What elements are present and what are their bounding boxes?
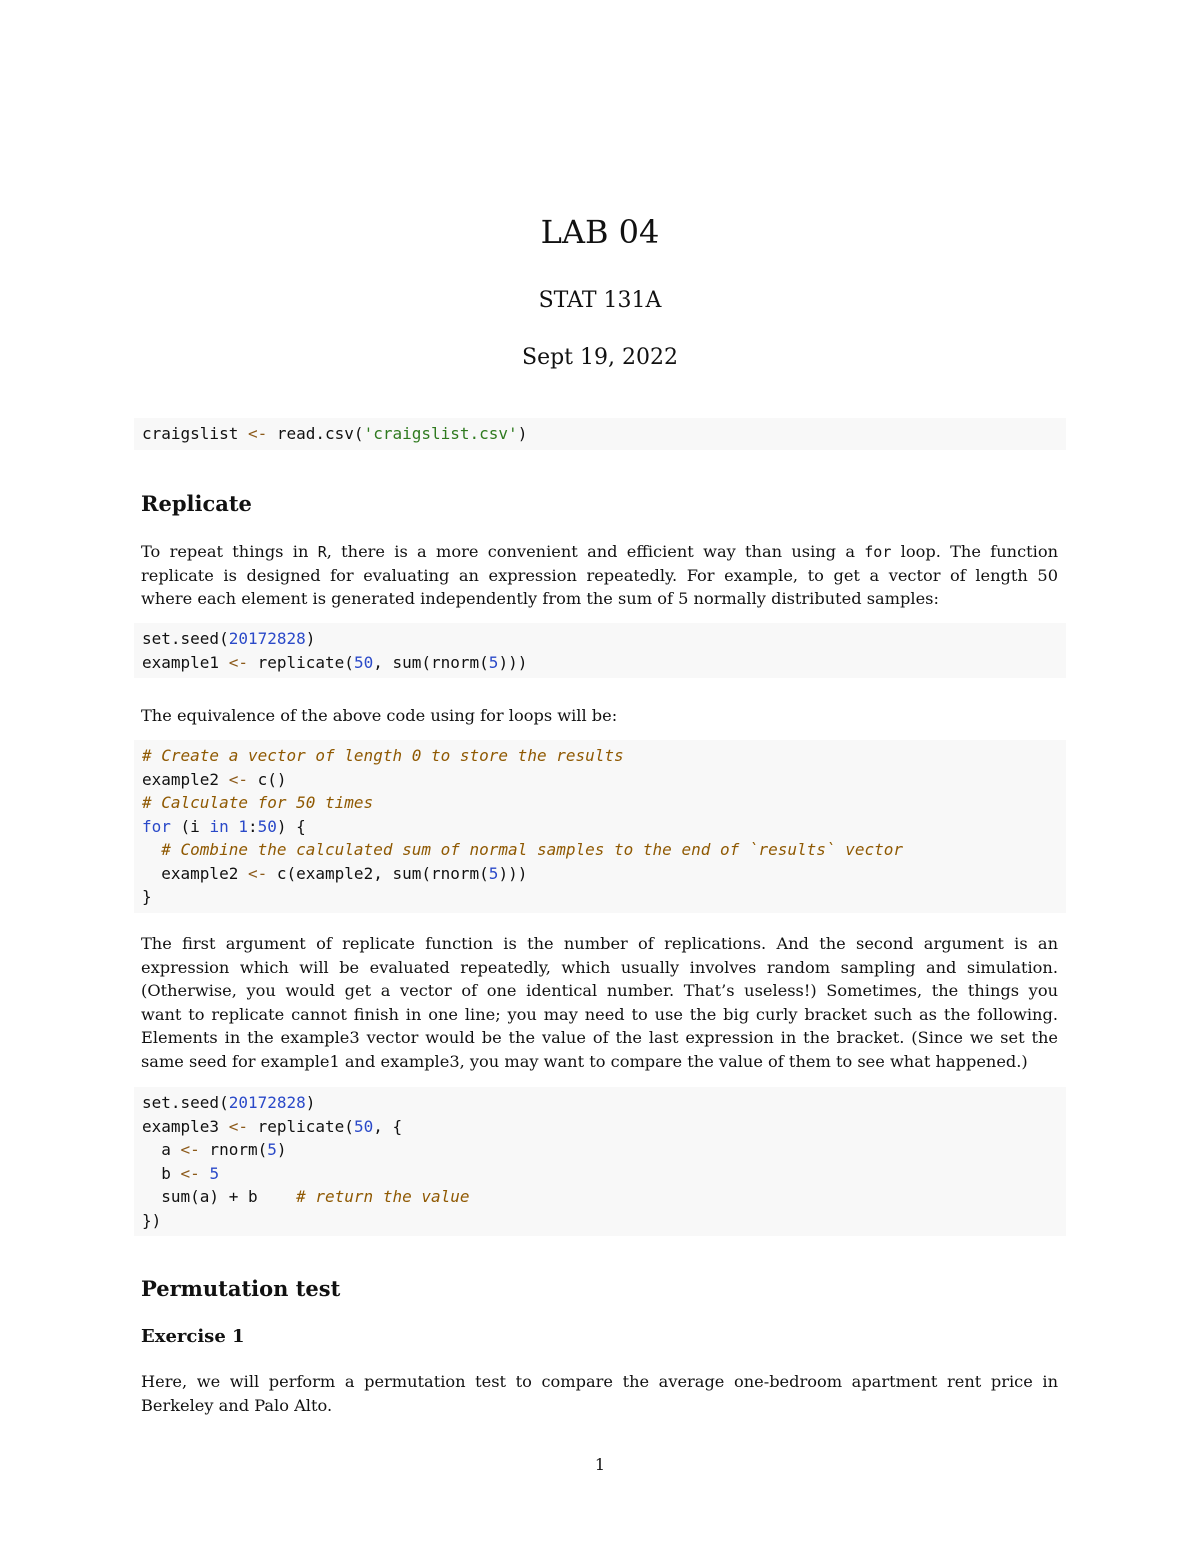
paragraph-replicate-arguments: The first argument of replicate function is the number of replications. And the second argument is an expression which will be evaluated repeatedly, which usually involves random sampling and simulation. (Otherwise, you would get a vector of one identical number. That’s useless!) Sometimes, the things you want to replicate cannot finish in one line; you may need to use the big curly bracket such as the following. Elements in the example3 vector would be the value of the last expression in the bracket. (Since we set the same seed for example1 and example3, you may want to compare the value of them to see what happened.): [141, 934, 1058, 1071]
section-heading-replicate: Replicate: [141, 491, 252, 516]
subheading-exercise-1: Exercise 1: [141, 1326, 245, 1347]
doc-course: STAT 131A: [538, 288, 662, 313]
page-number: 1: [594, 1455, 606, 1474]
doc-title: LAB 04: [540, 213, 660, 251]
code-block-replicate-example1: set.seed(20172828) example1 <- replicate(50, sum(rnorm(5))): [134, 623, 1066, 678]
paragraph-exercise-1: Here, we will perform a permutation test to compare the average one-bedroom apartment rent price in Berkeley and Palo Alto.: [141, 1372, 1058, 1415]
paragraph-replicate-intro: To repeat things in R, there is a more convenient and efficient way than using a for loop. The function replicate is designed for evaluating an expression repeatedly. For example, to get a vector of length 50 where each element is generated independently from the sum of 5 normally distributed samples:: [141, 542, 1058, 608]
code-block-replicate-example3: set.seed(20172828) example3 <- replicate(50, { a <- rnorm(5) b <- 5 sum(a) + b # return the value }): [134, 1087, 1066, 1236]
paragraph-for-loop-equivalence: The equivalence of the above code using for loops will be:: [141, 706, 618, 725]
code-block-for-loop: # Create a vector of length 0 to store the results example2 <- c() # Calculate for 50 times for (i in 1:50) { # Combine the calculated sum of normal samples to the end of `results` vector example2 <- c(example2, sum(rnorm(5))) }: [134, 740, 1066, 913]
doc-date: Sept 19, 2022: [522, 345, 678, 370]
code-block-read-csv: craigslist <- read.csv('craigslist.csv'): [134, 418, 1066, 450]
section-heading-permutation-test: Permutation test: [141, 1276, 341, 1301]
